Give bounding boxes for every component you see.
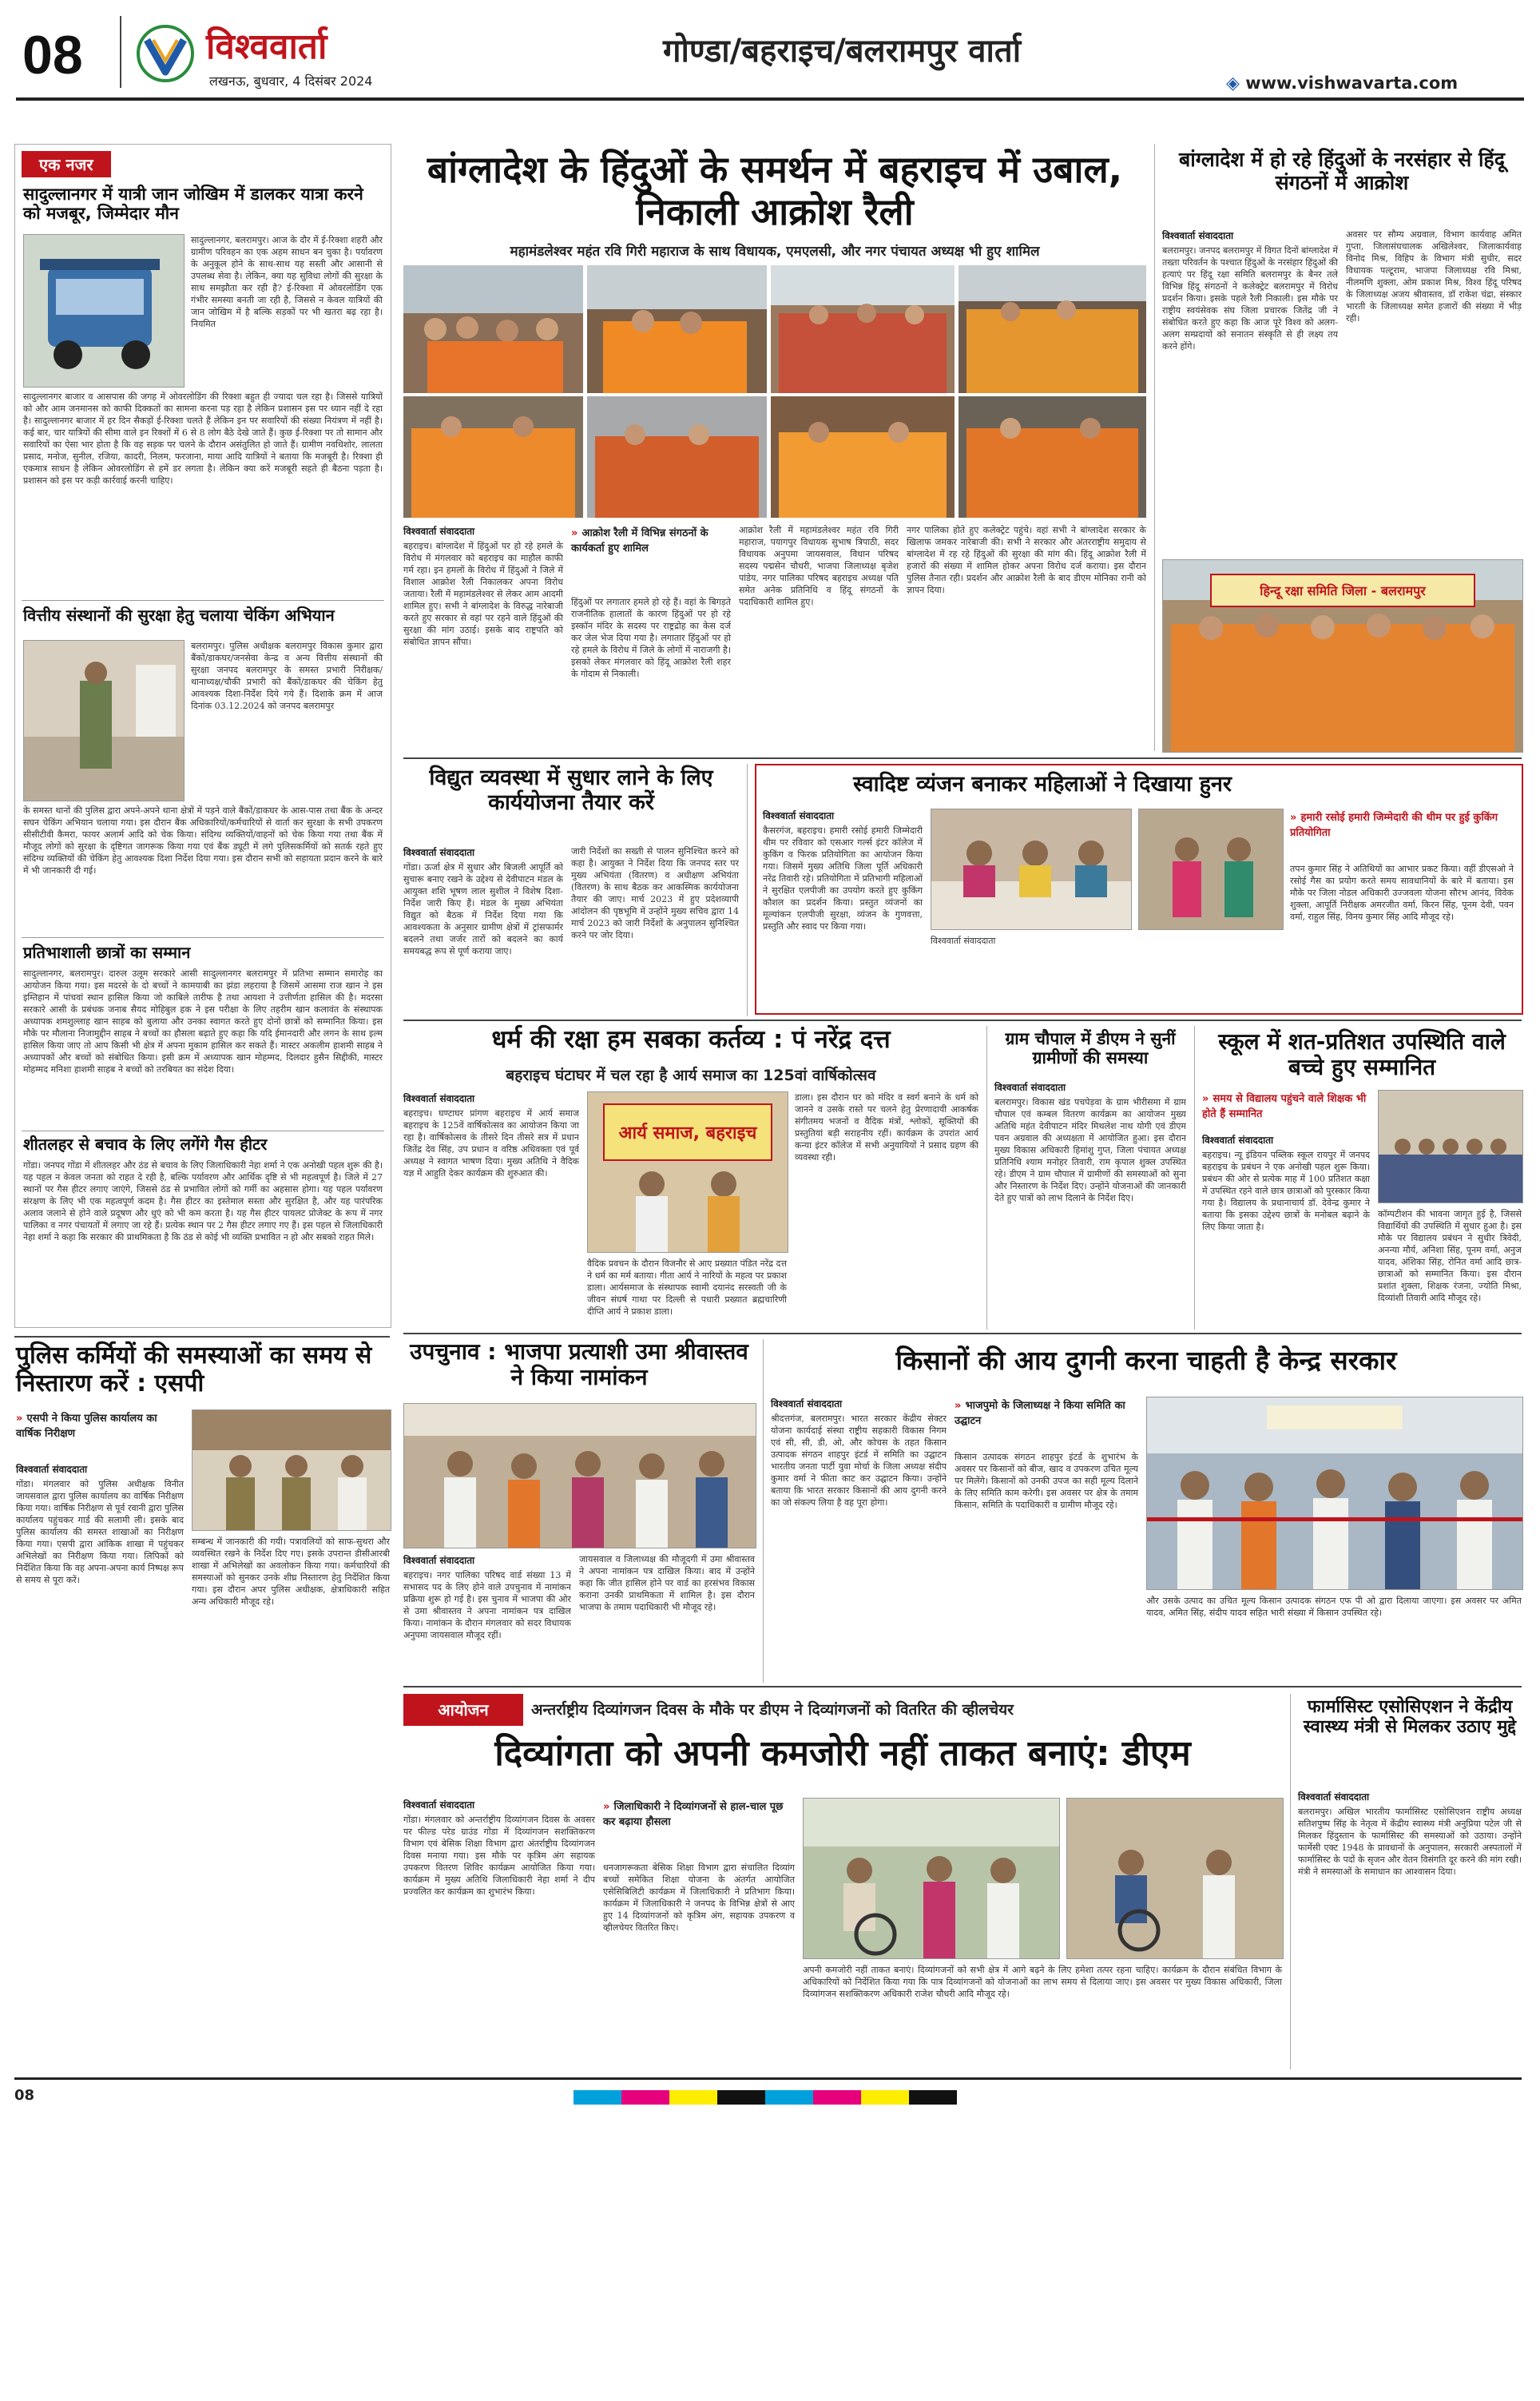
aayojan-strip: अन्तर्राष्ट्रीय दिव्यांगजन दिवस के मौके पर डीएम ने दिव्यांगजनों को वितरित की व्हीलचेयर bbox=[531, 1701, 1014, 1719]
column-rule bbox=[1154, 144, 1155, 751]
website-link[interactable]: ◈ www.vishwavarta.com bbox=[1226, 74, 1459, 93]
lead-byline: विश्ववार्ता संवाददाता bbox=[403, 526, 475, 537]
column-rule bbox=[747, 764, 748, 1016]
gram-byline: विश्ववार्ता संवाददाता bbox=[994, 1082, 1066, 1093]
police-body: गोंडा। मंगलवार को पुलिस अधीक्षक विनीत जायसवाल द्वारा पुलिस कार्यालय का वार्षिक निरीक्षण किया गया। वार्षिक निरीक्षण से पूर्व रवानी द्वारा पुलिस कार्यालय पहुंचकर गार्ड की सलामी ली। इसके बाद पुलिस कार्यालय की समस्त शाखाओं का निरीक्षण किया गया। एसपी द्वारा आंकिक शाखा में पहुंचकर अभिलेखों का निरीक्षण किया गया। लिपिकों को निर्देशित किया कि वह अपना-अपना कार्य निष्पक्ष रूप से समय से पूरा करें। bbox=[16, 1479, 184, 1585]
women-byline: विश्ववार्ता संवाददाता bbox=[763, 810, 835, 821]
gram-body: बलरामपुर। विकास खंड पचपेड़वा के ग्राम भीरीसमा में ग्राम चौपाल एवं कम्बल वितरण कार्यक्रम का आयोजन मुख्य अतिथि महंत देवीपाटन मंदिर मिथलेश नाथ योगी एवं डीएम पवन अग्रवाल की अध्यक्षता में आयोजित हुआ। इस दौरान मुख्य विकास अधिकारी हिमांशु गुप्त, जिला पंचायत अध्यक्ष प्रतिनिधि श्याम मनोहर तिवारी, राम कृपाल शुक्ल उपस्थित रहे। डीएम ने ग्राम चौपाल में ग्रामीणों की समस्याओं को सुना और निस्तारण के निर्देश दिए। उन्होंने योजनाओं की जानकारी देते हुए पात्रों को लाभ दिलाने के निर्देश दिए। bbox=[994, 1097, 1186, 1203]
school-body: कॉम्पटीशन की भावना जागृत हुई है, जिससे विद्यार्थियों की उपस्थिति में सुधार हुआ है। इस मौके पर विद्यालय प्रबंधन ने सुधीर त्रिवेदी, अनन्या मौर्य, अनिशा सिंह, पूनम वर्मा, अनुज यादव, अंशिका सिंह, रोनित वर्मा आदि छात्र-छात्राओं को सम्मानित किया। इस दौरान प्रशांत शुक्ला, शिक्षक रंजना, ज्योति मिश्रा, दिव्यांशी तिवारी आदि मौजूद रहे। bbox=[1378, 1209, 1522, 1303]
aayojan-kicker: » जिलाधिकारी ने दिव्यांगजनों से हाल-चाल पूछ कर बढ़ाया हौसला bbox=[603, 1801, 784, 1828]
chevron-right-icon: » bbox=[603, 1801, 610, 1813]
wheelchair-photo bbox=[803, 1798, 1060, 1959]
sign-text: आर्य समाज, बहराइच bbox=[618, 1123, 757, 1143]
section-rule bbox=[403, 1333, 1522, 1334]
divider bbox=[22, 937, 384, 938]
police-headline: पुलिस कर्मियों की समस्याओं का समय से निस्तारण करें : एसपी bbox=[16, 1342, 372, 1397]
power-body: गोंडा। ऊर्जा क्षेत्र में सुधार और बिजली आपूर्ति को सुचारू बनाए रखने के उद्देश्य से देवीपाटन मंडल के आयुक्त शशि भूषण लाल सुशील ने विशेष दिशा-निर्देश जारी किए हैं। मंडल के मुख्य अभियंता विद्युत को बैठक में निर्देश दिया गया कि आवश्यकता के अनुसार ग्रामीण क्षेत्रों में ट्रांसफार्मर बदलने तथा जर्जर तारों को बदलने का कार्य समयबद्ध रूप से पूर्ण कराया जाए। bbox=[403, 862, 563, 956]
women-body-extra: विश्ववार्ता संवाददाता bbox=[931, 936, 996, 946]
column-rule bbox=[763, 1339, 764, 1683]
lead-body: हिंदुओं पर लगातार हमले हो रहे हैं। वहां के बिगड़ते राजनीतिक हालातों के कारण हिंदुओं पर हो रहे इस्कॉन मंदिर के सदस्य पर राष्ट्रद्रोह का केस दर्ज कर जेल भेज दिया गया है। लगातार हिंदुओं पर हो रहे हमले के विरोध में जिले के लोगों में नाराजगी है। इसको लेकर मंगलवार को हिंदू आक्रोश रैली शहर के गोदाम से निकाली। bbox=[571, 597, 731, 679]
chevron-right-icon: » bbox=[16, 1413, 23, 1425]
aayojan-tag: आयोजन bbox=[403, 1694, 523, 1726]
section-rule bbox=[403, 1686, 1522, 1687]
bank-checking-photo bbox=[23, 640, 185, 801]
aayojan-body: धनजागरूकता बेसिक शिक्षा विभाग द्वारा संचालित दिव्यांग बच्चों समेकित शिक्षा योजना के अंतर्गत आयोजित एसेसिबिलिटी कार्यक्रम में जिलाधिकारी ने प्रतिभाग किया। कार्यक्रम में जिलाधिकारी ने जनपद के विभिन्न क्षेत्रों से आए हुए 14 दिव्यांगजनों को कृत्रिम अंग, सहायक उपकरण व व्हीलचेयर वितरित किए। bbox=[603, 1862, 795, 1933]
section-title: गोण्डा/बहराइच/बलरामपुर वार्ता bbox=[663, 33, 1022, 70]
footer bbox=[14, 2087, 1522, 2109]
column-rule bbox=[1194, 1026, 1195, 1330]
bypoll-body: जायसवाल व जिलाध्यक्ष की मौजूदगी में उमा श्रीवास्तव ने अपना नामांकन पत्र दाखिल किया। बाद में उन्होंने कहा कि जीत हासिल होने पर वार्ड का हरसंभव विकास कराना उनकी प्राथमिकता में शामिल है। इस दौरान भाजपा के तमाम पदाधिकारी भी मौजूद रहे। bbox=[579, 1554, 755, 1612]
chevron-right-icon: » bbox=[1290, 812, 1297, 824]
farmers-body: श्रीदत्तगंज, बलरामपुर। भारत सरकार केंद्रीय सेक्टर योजना कार्यदाई संस्था राष्ट्रीय सहकारी विकास निगम एवं सी, सी, डी, ओ, और कोचस के तहत किसान उत्पादक संगठन शाहपुर इंटर्ड में समिति का उद्घाटन भारतीय जनता पार्टी युवा मोर्चा के जिला अध्यक्ष संदीप कुमार वर्मा ने फीता काट कर उद्घाटन किया। उन्होंने बताया कि भारत सरकार किसानों की आय दुगनी करने का जो संकल्प लिया है वह पूरा होगा। bbox=[771, 1413, 947, 1508]
dharma-byline: विश्ववार्ता संवाददाता bbox=[403, 1093, 475, 1104]
aayojan-headline: दिव्यांगता को अपनी कमजोरी नहीं ताकत बनाएं: डीएम bbox=[494, 1733, 1191, 1774]
hindu-raksha-photo bbox=[1162, 559, 1523, 753]
right-top-body: अवसर पर सौम्य अग्रवाल, विभाग कार्यवाह अमित गुप्ता, जिलासंघचालक अखिलेश्वर, जिलाकार्यवाह विनोद मिश्र, विहिप के विभाग मंत्री सुधीर, सदर विधायक पल्टूराम, भाजपा जिलाध्यक्ष रवि मिश्रा, नीलमणि शुक्ला, ओम प्रकाश मिश्र, विश्व हिंदू परिषद के जिलाध्यक्ष अजय श्रीवास्तव, डॉ राकेश चंद्रा, संस्कार भारती के जिलाध्यक्ष समेत हजारों की संख्या में भीड़ रही। bbox=[1346, 229, 1522, 324]
dharma-subheading: बहराइच घंटाघर में चल रहा है आर्य समाज का 125वां वार्षिकोत्सव bbox=[506, 1067, 876, 1084]
story-headline: वित्तीय संस्थानों की सुरक्षा हेतु चलाया चेकिंग अभियान bbox=[23, 606, 335, 625]
power-body: जारी निर्देशों का सख्ती से पालन सुनिश्चित करने को कहा है। आयुक्त ने निर्देश दिया कि जनपद स्तर पर मुख्य अभियंता (वितरण) व अधीक्षण अभियंता (वितरण) के साथ बैठक कर आकस्मिक कार्ययोजना तैयार की जाए। मार्च 2023 में हुए प्रदेशव्यापी आंदोलन की पृष्ठभूमि में उन्होंने मुख्य सचिव द्वारा 14 मार्च 2023 को जारी निर्देशों के अनुपालन सुनिश्चित करने पर जोर दिया। bbox=[571, 846, 739, 940]
bypoll-photo bbox=[403, 1403, 756, 1548]
lead-photo-row bbox=[403, 265, 1146, 393]
story-body: के समस्त थानों की पुलिस द्वारा अपने-अपने थाना क्षेत्रों में पड़ने वाले बैंकों/डाकघर के आस-पास तथा बैंक के अन्दर सघन चेकिंग अभियान चलाया गया। इस दौरान बैंक अधिकारियों/कर्मचारियों से वार्ता कर सुरक्षा के सभी उपकरण सीसीटीवी कैमरा, फायर अलार्म आदि को चेक किया। संदिग्ध व्यक्तियों/वाहनों को चेक किया गया तथा बैंक में मौजूद लोगों को सुरक्षा के दृष्टिगत जागरूक किया गया एवं बैंक ड्यूटी में लगे पुलिसकर्मियों को सतर्क रहते हुए संदिग्ध व्यक्तियों की चेकिंग हेतु आवश्यक दिशा निर्देश दिया गया। इस दौरान सभी को सहायता प्रदान करने के बारे में भी जानकारी दी गई। bbox=[23, 805, 383, 876]
story-headline: सादुल्लानगर में यात्री जान जोखिम में डालकर यात्रा करने को मजबूर, जिम्मेदार मौन bbox=[23, 185, 363, 224]
school-headline: स्कूल में शत-प्रतिशत उपस्थिति वाले बच्चे हुए सम्मानित bbox=[1218, 1028, 1506, 1081]
ek-nazar-column bbox=[14, 144, 391, 1328]
police-body: सम्बन्ध में जानकारी की गयी। पत्रावलियों को साफ-सुथरा और व्यवस्थित रखने के निर्देश दिए गए। इसके उपरान्त डीसीआरबी शाखा में अभिलेखों का अवलोकन किया गया। कर्मचारियों की समस्याओं को सुनकर उनके शीघ्र निस्तारण हेतु निर्देशित किया गया। इस दौरान अपर पुलिस अधीक्षक, क्षेत्राधिकारी सहित अन्य अधिकारी मौजूद रहे। bbox=[192, 1536, 390, 1607]
story-body: गोंडा। जनपद गोंडा में शीतलहर और ठंड से बचाव के लिए जिलाधिकारी नेहा शर्मा ने एक अनोखी पहल शुरू की है। यह पहल न केवल जनता को राहत दे रही है, बल्कि पर्यावरण और आर्थिक दृष्टि से भी महत्वपूर्ण है। जिले में 27 स्थानों पर गैस हीटर लगाए जाएंगे, जिससे ठंड से प्रभावित लोगों को गर्मी का अहसास होगा। यह पहल पर्यावरण संरक्षण के लिए भी एक महत्वपूर्ण कदम है। गैस हीटर का इस्तेमाल सस्ता और सुरक्षित है, और यह पारंपरिक अलाव जलाने से होने वाले प्रदूषण और धुएं को भी कम करता है। यह गैस हीटर पायलट प्रोजेक्ट के रूप में नगर पालिका व नगर पंचायतों में लगाए जा रहे हैं। प्रत्येक स्थान पर 2 गैस हीटर लगाए गए हैं। इस पहल से जिलाधिकारी नेहा शर्मा ने कहा कि सरकार की प्राथमिकता है कि ठंड से कोई भी व्यक्ति प्रभावित न हो और सबको राहत मिले। bbox=[23, 1160, 383, 1242]
pharma-body: बलरामपुर। अखिल भारतीय फार्मासिस्ट एसोसिएशन राष्ट्रीय अध्यक्ष सतिशपुष्प सिंह के नेतृत्व में केंद्रीय स्वास्थ्य मंत्री अनुप्रिया पटेल जी से मिलकर हिंदुस्तान के फार्मासिस्ट की समस्याओं को उठाया। उन्होंने फार्मेसी एक्ट 1948 के प्रावधानों के अनुपालन, सरकारी अस्पतालों में फार्मासिस्ट के पदों के सृजन और वेतन विसंगति दूर करने की मांग रखी। मंत्री ने समस्याओं के समाधान का आश्वासन दिया। bbox=[1298, 1807, 1522, 1877]
section-rule bbox=[403, 757, 1522, 759]
column-rule bbox=[1290, 1694, 1291, 2069]
lead-body: आक्रोश रैली में महामंडलेश्वर महंत रवि गिरी महाराज, पयागपुर विधायक सुभाष त्रिपाठी, सदर विधायक अनुपमा जायसवाल, विधान परिषद सदस्य पद्मसेन चौधरी, भाजपा जिलाध्यक्ष बृजेश पांडेय, नगर पालिका परिषद बहराइच अध्यक्ष पति समेत अनेक प्रतिनिधि व हिंदू संगठनों के पदाधिकारी शामिल हुए। bbox=[739, 525, 899, 607]
farmers-photo bbox=[1146, 1397, 1523, 1590]
paper-name: विश्ववार्ता bbox=[206, 26, 327, 67]
farmers-byline: विश्ववार्ता संवाददाता bbox=[771, 1398, 843, 1409]
arya-samaj-photo bbox=[587, 1091, 788, 1253]
farmers-kicker: » भाजपुमो के जिलाध्यक्ष ने किया समिति का उद्घाटन bbox=[955, 1400, 1125, 1427]
rally-photos bbox=[403, 265, 1146, 393]
pharma-headline: फार्मासिस्ट एसोसिएशन ने केंद्रीय स्वास्थ्य मंत्री से मिलकर उठाए मुद्दे bbox=[1303, 1697, 1517, 1738]
lead-kicker: » आक्रोश रैली में विभिन्न संगठनों के कार्यकर्ता हुए शामिल bbox=[571, 527, 708, 555]
power-headline: विद्युत व्यवस्था में सुधार लाने के लिए कार्ययोजना तैयार करें bbox=[429, 765, 713, 816]
cooking-photo bbox=[931, 809, 1132, 930]
masthead-rule bbox=[16, 97, 1524, 101]
color-registration-bar bbox=[574, 2090, 957, 2105]
dharma-body: वैदिक प्रवचन के दौरान विजनौर से आए प्रख्यात पंडित नरेंद्र दत्त ने धर्म का मर्म बताया। गीता आर्य ने नारियों के महत्व पर प्रकाश डाला। आर्यसमाज के संस्थापक स्वामी दयानंद सरस्वती जी के जीवन संघर्ष गाथा पर दिल्ली से पधारी प्रख्यात ब्रह्मचारिणी दीप्ति आर्य ने प्रकाश डाला। bbox=[587, 1258, 787, 1315]
women-body: तपन कुमार सिंह ने अतिथियों का आभार प्रकट किया। वहीं डीएसओ ने रसोई गैस का प्रयोग करते समय सावधानियों के बारे में बताया। इस मौके पर जिला नोडल अधिकारी उज्जवला योजना सौरभ आनंद, विवेक शुक्ला, आपूर्ति निरीक्षक अमरजीत वर्मा, किरन सिंह, पूनम देवी, पवन वर्मा, राहुल सिंह, विनय कुमार सिंह आदि मौजूद रहे। bbox=[1290, 864, 1514, 922]
brand-logo-icon bbox=[136, 24, 195, 83]
dharma-headline: धर्म की रक्षा हम सबका कर्तव्य : पं नरेंद्र दत्त bbox=[491, 1025, 891, 1054]
page-number: 08 bbox=[22, 25, 83, 85]
women-headline: स्वादिष्ट व्यंजन बनाकर महिलाओं ने दिखाया हुनर bbox=[853, 772, 1232, 797]
dateline: लखनऊ, बुधवार, 4 दिसंबर 2024 bbox=[209, 74, 373, 89]
gram-headline: ग्राम चौपाल में डीएम ने सुनीं ग्रामीणों की समस्या bbox=[1005, 1029, 1176, 1068]
story-body: सादुल्लानगर, बलरामपुर। आज के दौर में ई-रिक्शा शहरी और ग्रामीण परिवहन का एक अहम साधन बन चुका है। पर्यावरण के अनुकूल होने के साथ-साथ यह सस्ती और आसानी से उपलब्ध सेवा है। लेकिन, क्या यह सुविधा लोगों की सुरक्षा के साथ समझौता कर रही है? ई-रिक्शा में ओवरलोडिंग एक गंभीर समस्या बनती जा रही है, जिससे न केवल यात्रियों की जान जोखिम में है बल्कि सड़कों पर भी खतरा बढ़ रहा है। नियमित bbox=[191, 235, 383, 329]
farmers-body: किसान उत्पादक संगठन शाहपुर इंटर्ड के शुभारंभ के अवसर पर किसानों को बीज, खाद व उपकरण उचित मूल्य पर मिलेंगे। किसानों को उनकी उपज का सही मूल्य दिलाने के लिए समिति काम करेगी। इस अवसर पर क्षेत्र के तमाम किसान, समिति के पदाधिकारी व ग्रामीण मौजूद रहे। bbox=[955, 1452, 1138, 1510]
story-headline: प्रतिभाशाली छात्रों का सम्मान bbox=[23, 943, 191, 962]
masthead-divider bbox=[120, 16, 121, 88]
right-top-headline: बांग्लादेश में हो रहे हिंदुओं के नरसंहार से हिंदू संगठनों में आक्रोश bbox=[1179, 148, 1505, 194]
erickshaw-photo bbox=[23, 234, 185, 388]
police-inspection-photo bbox=[192, 1409, 391, 1531]
bypoll-body: बहराइच। नगर पालिका परिषद वार्ड संख्या 13 में सभासद पद के लिए होने वाले उपचुनाव में नामांकन प्रक्रिया शुरू हो गई है। इस चुनाव में भाजपा की ओर से उमा श्रीवास्तव ने अपना नामांकन पत्र दाखिल किया। नामांकन के दौरान मंगलवार को सदर विधायक अनुपमा जायसवाल मौजूद रहीं। bbox=[403, 1570, 571, 1640]
chevron-right-icon: » bbox=[955, 1400, 962, 1412]
banner-text: हिन्दू रक्षा समिति जिला - बलरामपुर bbox=[1260, 583, 1426, 598]
lead-body: बहराइच। बांग्लादेश में हिंदुओं पर हो रहे हमले के विरोध में मंगलवार को बहराइच का माहौल काफी गर्म रहा। इन हमलों के विरोध में हिंदुओं ने जिले में विशाल आक्रोश रैली निकालकर अपना विरोध जताया। रैली में महामंडलेश्वर से लेकर आम आदमी शामिल हुए। सभी ने बांग्लादेश के विरुद्ध नारेबाजी करते हुए सरकार से वहां पर रहने वाले हिंदुओं की सुरक्षा की मांग उठाई। इसके बाद राष्ट्रपति को संबोधित ज्ञापन सौंपा। bbox=[403, 541, 563, 647]
right-top-body: बलरामपुर। जनपद बलरामपुर में विगत दिनों बांग्लादेश में तख्ता परिवर्तन के पश्चात हिंदुओं के नरसंहार हिंदुओं की हत्याएं पर हिंदू रक्षा समिति बलरामपुर के बैनर तले विभिन्न हिंदू संगठनों ने कलेक्ट्रेट बलरामपुर में विरोध प्रदर्शन किया। इसके पहले रैली निकाली। इस मौके पर राष्ट्रीय स्वयंसेवक संघ जिला प्रचारक जितेंद्र जी ने संबोधित करते हुए कहा कि आज पूरे विश्व को अलग-अलग सम्प्रदायों को सनातन संस्कृति से ही लक्ष्य तय करने होंगे। bbox=[1162, 245, 1338, 352]
women-body: कैसरगंज, बहराइच। हमारी रसोई हमारी जिम्मेदारी थीम पर रविवार को एसआर गर्ल्स इंटर कॉलेज में कुकिंग व फिरक प्रतियोगिता का आयोजन किया गया। जिसमें मुख्य अतिथि जिला पूर्ति अधिकारी नरेंद्र तिवारी रहे। प्रतियोगिता में प्रतिभागी महिलाओं ने सुरक्षित एलपीजी का उपयोग करते हुए कुकिंग कौशल का प्रदर्शन किया। प्रस्तुत व्यंजनों का मूल्यांकन एलपीजी सुरक्षा, व्यंजन के गुणवत्ता, प्रस्तुति और स्वाद पर किया गया। bbox=[763, 825, 923, 932]
masthead bbox=[0, 0, 1540, 104]
school-byline: विश्ववार्ता संवाददाता bbox=[1202, 1135, 1274, 1146]
school-kicker: » समय से विद्यालय पहुंचने वाले शिक्षक भी होते हैं सम्मानित bbox=[1202, 1093, 1367, 1120]
right-top-byline: विश्ववार्ता संवाददाता bbox=[1162, 230, 1234, 241]
power-byline: विश्ववार्ता संवाददाता bbox=[403, 847, 475, 858]
footer-page-ref: 08 bbox=[14, 2087, 35, 2104]
story-headline: शीतलहर से बचाव के लिए लगेंगे गैस हीटर bbox=[23, 1135, 268, 1154]
story-body: सादुल्लानगर बाजार व आसपास की जगह में ओवरलोडिंग की रिक्शा बहुत ही ज्यादा चल रहा है। जिससे यात्रियों को और आम जनमानस को काफी दिक्कतों का सामना करना पड़ रहा है लेकिन प्रशासन इस पर ध्यान नहीं दे रहा है। सादुल्लानगर बाजार में हर दिन सैकड़ों ई-रिक्शा चलते हैं लेकिन इन पर सवारियों की संख्या नियंत्रण में नहीं है। कई बार, चार यात्रियों की सीमा वाले इन रिक्शों में 6 से 8 लोग बैठे देखे जाते हैं। कुछ ई-रिक्शा पर तो सामान और सवारियों का ऐसा भार होता है कि वह सड़क पर चलने के दौरान असंतुलित हो जाते हैं। ग्रामीण नवधिशोर, लालता प्रसाद, मनोज, सुनील, रजिया, कादरी, निलम, फरजाना, माया आदि यात्रियों ने बताया कि मजबूरी है। रिक्शा ही एकमात्र साधन है लेकिन ओवरलोडिंग से हमें डर लगता है। लेकिन क्या करें मजबूरी सहते ही बैठना पड़ता है। प्रशासन को इस पर कड़ी कार्रवाई करनी चाहिए। bbox=[23, 392, 383, 486]
story-body: बलरामपुर। पुलिस अधीक्षक बलरामपुर विकास कुमार द्वारा बैंकों/डाकघर/जनसेवा केन्द्र व अन्य वित्तीय संस्थानों की सुरक्षा जनपद बलरामपुर के समस्त प्रभारी निरीक्षक/थानाध्यक्ष/चौकी प्रभारी को बैंकों/डाकघर की चेकिंग हेतु आवश्यक दिशा-निर्देश दिये गये हैं। दिशाके क्रम में आज दिनांक 03.12.2024 को जनपद बलरामपुर bbox=[191, 641, 383, 711]
section-rule bbox=[403, 1020, 1522, 1021]
aayojan-byline: विश्ववार्ता संवाददाता bbox=[403, 1799, 475, 1811]
lead-photo-row-2 bbox=[403, 396, 1146, 518]
lead-subheading: महामंडलेश्वर महंत रवि गिरी महाराज के साथ विधायक, एमएलसी, और नगर पंचायत अध्यक्ष भी हुए शामिल bbox=[510, 244, 1040, 260]
farmers-headline: किसानों की आय दुगनी करना चाहती है केन्द्र सरकार bbox=[895, 1345, 1397, 1376]
dharma-body: बहराइच। घण्टाघर प्रांगण बहराइच में आर्य समाज बहराइच के 125वें वार्षिकोत्सव का आयोजन किया जा रहा है। वार्षिकोत्सव के तीसरे दिन तीसरे सत्र में प्रधान जितेंद्र देव सिंह, उप प्रधान व वरिष्ठ अधिवक्ता एवं पूर्व अध्यक्ष ने स्वागत भाषण दिया। मुख्य अतिथि ने वैदिक यज्ञ में आहुति देकर कार्यक्रम की शुरुआत की। bbox=[403, 1108, 579, 1179]
chevron-right-icon: » bbox=[571, 527, 578, 539]
bypoll-headline: उपचुनाव : भाजपा प्रत्याशी उमा श्रीवास्तव ने किया नामांकन bbox=[410, 1338, 748, 1391]
pharma-byline: विश्ववार्ता संवाददाता bbox=[1298, 1791, 1370, 1803]
footer-rule bbox=[14, 2077, 1522, 2080]
cooking-photo-2 bbox=[1138, 809, 1284, 930]
women-kicker: » हमारी रसोई हमारी जिम्मेदारी की थीम पर हुई कुकिंग प्रतियोगिता bbox=[1290, 812, 1498, 839]
lead-body: नगर पालिका होते हुए कलेक्ट्रेट पहुंचे। वहां सभी ने बांग्लादेश सरकार के खिलाफ जमकर नारेबाजी की। सभी ने सरकार और अंतरराष्ट्रीय समुदाय से बांग्लादेश में रह रहे हिंदुओं की सुरक्षा की मांग की। हिंदू आक्रोश रैली में हजारों की संख्या में शामिल होकर अपना विरोध दर्ज कराया। इस दौरान पुलिस तैनात रही। प्रदर्शन और आक्रोश रैली के बाद डीएम मोनिका रानी को ज्ञापन दिया। bbox=[907, 525, 1146, 595]
column-rule bbox=[986, 1026, 987, 1330]
section-rule bbox=[14, 1336, 390, 1338]
rally-photos-2 bbox=[403, 396, 1146, 518]
dharma-body: डाला। इस दौरान घर को मंदिर व स्वर्ग बनाने के धर्म को जानने व उसके रास्ते पर चलने हेतु प्रेरणादायी आकर्षक संगीतमय भजनों व वैदिक मंत्रों, श्लोकों, सूक्तियों की प्रस्तुतियां बड़ी सराहनीय रहीं। कार्यक्रम के उपरांत आर्य कन्या इंटर कॉलेज में सभी अनुयायियों ने प्रसाद ग्रहण की व्यवस्था रही। bbox=[795, 1092, 978, 1163]
divider bbox=[22, 600, 384, 601]
ek-nazar-label: एक नजर bbox=[22, 151, 111, 177]
school-body: बहराइच। न्यू इंडियन पब्लिक स्कूल रायपुर में जनपद बहराइच के प्रबंधन ने एक अनोखी पहल शुरू किया। प्रबंधन की ओर से प्रत्येक माह में 100 प्रतिशत कक्षा में उपस्थित रहने वाले छात्र छात्राओं को पुरस्कार किया गया है। विद्यालय के प्रधानाचार्य डॉ. देवेन्द्र कुमार ने बताया कि इसका उद्देश्य छात्रों के मनोबल बढ़ाने के लिए किया जाता है। bbox=[1202, 1150, 1370, 1232]
school-students-photo bbox=[1378, 1090, 1523, 1203]
police-byline: विश्ववार्ता संवाददाता bbox=[16, 1464, 88, 1475]
aayojan-body: गोंडा। मंगलवार को अन्तर्राष्ट्रीय दिव्यांगजन दिवस के अवसर पर फील्ड परेड ग्राउंड गोंडा में दिव्यांगजन सशक्तिकरण विभाग एवं बेसिक शिक्षा विभाग द्वारा अंतर्राष्ट्रीय दिव्यांगजन दिवस मनाया गया। इस मौके पर कृत्रिम अंग सहायक उपकरण वितरण शिविर कार्यक्रम आयोजित किया गया। कार्यक्रम में मुख्य अतिथि जिलाधिकारी नेहा शर्मा ने दीप प्रज्वलित कर कार्यक्रम का शुभारंभ किया। bbox=[403, 1815, 595, 1897]
wheelchair-photo-2 bbox=[1066, 1798, 1284, 1959]
farmers-body: और उसके उत्पाद का उचित मूल्य किसान उत्पादक संगठन एफ पी ओ द्वारा दिलाया जाएगा। इस अवसर पर अमित यादव, अमित सिंह, संदीप यादव सहित भारी संख्या में किसान उपस्थित रहे। bbox=[1146, 1596, 1522, 1618]
story-body: सादुल्लानगर, बलरामपुर। दारुल उलूम सरकारे आसी सादुल्लानगर बलरामपुर में प्रतिभा सम्मान समारोह का आयोजन किया गया। इस मदरसे के दो बच्चों ने कामयाबी का झंडा लहराया है जिसमें आसमा राज खान ने इस इम्तिहान में पांचवां स्थान हासिल किया जो काबिले तारीफ है तथा आयशा ने उत्तीर्णता हासिल की है। मदरसा सरकारे आसी के प्रबंधक जनाब सैयद मोहिबुल हक ने इस परीक्षा के लिए तहरीम खान कलावंत के संस्थापक अध्यापक शमशुल्लाह खान साहब को बुलाया और उनका स्वागत करते हुए दोनों छात्रों को सम्मानित किया। इस मौके पर मौलाना निजामुद्दीन साहब ने बच्चों का हौसला बढ़ाते हुए कहा कि यदि ईमानदारी और लगन के साथ इल्म हासिल किया जाए तो आप किसी भी क्षेत्र में अपना मुकाम हासिल कर सकते हैं। मास्टर अकलीम हाशमी साहब ने अध्यापकों और बच्चों को संबोधित किया। इसी क्रम में अध्यापक खान मोहम्मद, दिलदार हुसैन सिद्दीकी, मास्टर मोहम्मद मनिशा हाशमी साहब ने बच्चों को तरबियत का संदेश दिया। bbox=[23, 968, 383, 1075]
police-kicker: » एसपी ने किया पुलिस कार्यालय का वार्षिक निरीक्षण bbox=[16, 1413, 157, 1440]
globe-icon: ◈ bbox=[1226, 74, 1240, 93]
bypoll-byline: विश्ववार्ता संवाददाता bbox=[403, 1555, 475, 1566]
chevron-right-icon: » bbox=[1202, 1093, 1209, 1105]
lead-headline: बांग्लादेश के हिंदुओं के समर्थन में बहराइच में उबाल, निकाली आक्रोश रैली bbox=[427, 148, 1123, 233]
aayojan-body: अपनी कमजोरी नहीं ताकत बनाएं। दिव्यांगजनों को सभी क्षेत्र में आगे बढ़ने के लिए हमेशा तत्पर रहना चाहिए। कार्यक्रम के दौरान संबंधित विभाग के अधिकारियों को निर्देशित किया गया कि पात्र दिव्यांगजनों को योजनाओं का लाभ समय से दिलाया जाए। इस अवसर पर मुख्य विकास अधिकारी, जिला दिव्यांगजन सशक्तिकरण अधिकारी राजेश चौधरी आदि मौजूद रहे। bbox=[803, 1965, 1282, 1999]
